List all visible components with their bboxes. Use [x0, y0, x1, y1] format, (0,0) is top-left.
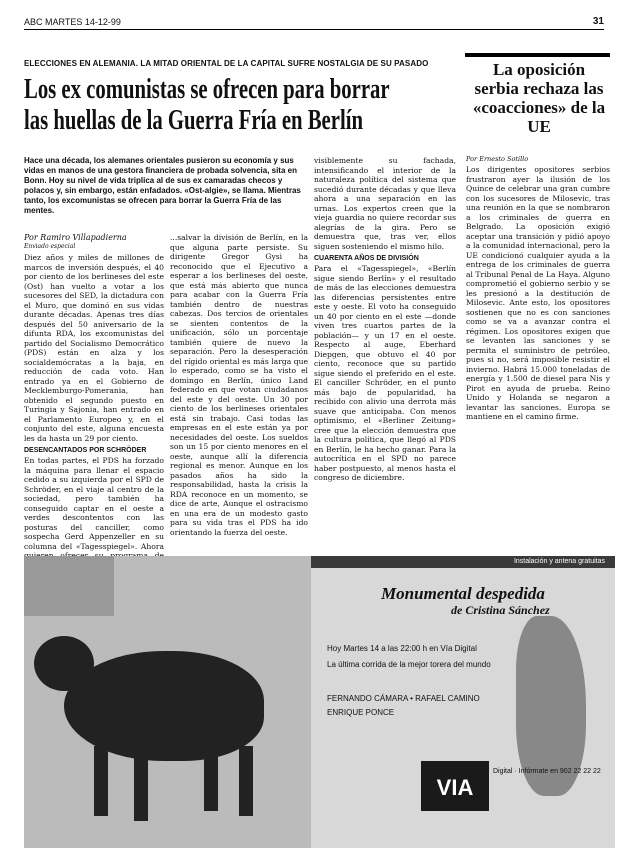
bull-leg [134, 751, 148, 821]
article-column-2 [170, 233, 308, 553]
subhead-desencantados: DESENCANTADOS POR SCHRÖDER [24, 447, 147, 454]
page-header [24, 16, 604, 30]
ad-banner: Instalación y antena gratuitas [311, 556, 615, 568]
ad-line-4: ENRIQUE PONCE [327, 708, 395, 717]
sidebar-text: Los dirigentes opositores serbios frustraron ayer la ilusión de los Quince de celebrar una gran cumbre con los sucesores de Milosevic, tras una reunión en la que se nombraron a los criminales de guerra en Belgrado. La oposición exigió aceptar una transición y pidió apoyo a la comunidad internacional, pero la UE condicionó cualquier ayuda a la entrega de los criminales de guerra al Tribunal Penal de La Haya. Alguno comprometió el gobierno serbio y se les presionó a la destitución de Milosevic. Ante esto, los opositores sostienen que no es con sanciones como se va a avanzar contra el régimen. Los opositores exigen que se levanten las sanciones y se permita el suministro de petróleo, pues si no, será imposible resistir el invierno. Habrá 15.000 toneladas de energía y 1.500 de diesel para Nis y Pirot en ayuda de prueba. Reino Unido y Holanda se negaron a levantar las sanciones. Europa se mantiene en el camino firme. [466, 165, 610, 421]
bull-head [34, 636, 94, 691]
bull-leg [204, 741, 218, 811]
sidebar-rule [465, 53, 610, 57]
via-digital-logo: VIA [421, 761, 489, 811]
column-3b-text: Para el «Tagesspiegel», «Berlín sigue siendo Berlín» y el resultado de más de las elecciones demuestra las diferencias persistentes entre este y oeste. El voto ha conseguido un 40 por ciento en el este —donde viven tres cuartos partes de la población— y un 17 en el oeste. Respecto al auge, Eberhard Diepgen, que obtuvo el 40 por ciento, reconoce que su partido sigue siendo el preferido en el este. El canciller Schröder, en el punto más bajo de popularidad, ha recibido con alivio una derrota más suave que anticipaba. Con menos optimismo, el «Berliner Zeitung» cree que la elección demuestra que la cultura política, que llegó al PDS en Berlín, le ha hecho ganar. Para la autocrítica en el SPD no parece haber postpuesto, al menos hasta el congreso de diciembre. [314, 264, 456, 482]
headline-line-2: las huellas de la Guerra Fría en Berlín [24, 105, 363, 136]
column-2-text: ...salvar la división de Berlín, en la que alguna parte persiste. Su dirigente Gregor Gysi ha reconocido que el Ejecutivo a esperar a los berlineses del oeste, que está más abierto que nunca para acabar con la Guerra Fría también dentro de nuestras cabezas. Dos tercios de orientales se sienten contentos de la unificación, sólo un porcentaje también quiere de nuevo la separación. Pero la desesperación del rígido oriental es más larga que lo esperado, como se ha visto el domingo en Berlín, único Land federado en que votan ciudadanos del este y del oeste. Un 30 por ciento de los berlineses orientales está sin trabajo. Casi todas las empresas en el este están ya por necesidades del oeste. Los sueldos son un 15 por ciento menores en el oeste, aunque allí la diferencia regional es menor. Aunque en los pasados años ha sido la responsabilidad, hasta la crisis la RDA reconoce en un momento, se dice de arte, Aunque el ostracismo en una era de un modesto gasto para su vida tras el PDS ha ido orientando la fuerza del oeste. [170, 233, 308, 537]
column-1-text: Diez años y miles de millones de marcos de inversión después, el 40 por ciento de los berlineses del este (Ost) han vuelto a votar a los sucesores del SED, la dictadura con el Muro, que dominó en sus vidas durante décadas. Apenas tres días después del 50 aniversario de la difunta RDA, los excomunistas del partido del Socialismo Democrático (PDS) están en alza y los socialdemócratas a la baja, en reducción de cada voto. Han entrado ya en el Gobierno de Mecklemburgo-Pomerania, han obtenido el segundo puesto en Turingia y Sajonia, han entrado en el Parlamento Europeo y, en el conjunto del este, alguna encuesta les da hasta un 29 por ciento. [24, 253, 164, 443]
ad-line-3: FERNANDO CÁMARA • RAFAEL CAMINO [327, 694, 480, 703]
article-kicker: ELECCIONES EN ALEMANIA. LA MITAD ORIENTAL DE LA CAPITAL SUFRE NOSTALGIA DE SU PASADO [24, 59, 429, 68]
byline: Por Ramiro Villapadierna [24, 233, 127, 242]
bull-leg [239, 746, 253, 816]
ad-line-2: La última corrida de la mejor torera del mundo [327, 660, 491, 669]
sidebar-column [466, 165, 610, 553]
bullfight-photo [24, 556, 311, 848]
ad-title: Monumental despedida [381, 584, 545, 603]
ad-subtitle: de Cristina Sánchez [451, 603, 550, 617]
via-digital-logo-sub: Digital · Infórmate en 902 22 22 22 [493, 768, 601, 775]
article-headline [24, 74, 390, 136]
bull-leg [94, 746, 108, 816]
article-column-3 [314, 156, 456, 553]
column-3-text: visiblemente su fachada, intensificando el interior de la naturaleza política del sistema que sucedió durante décadas y que lleva ahora a una separación en las urnas. Los expertos creen que la vieja guardia no quiere recordar sus alegrías de la gira. Pero se demuestra que, tras ver, ellos siguen sosteniendo el mismo hilo. [314, 156, 456, 251]
column-1b-text: En todas partes, el PDS ha forzado la máquina para llenar el espacio cedido a su izquierda por el SPD de Schröder, en el viaje al centro de la sociedad, pero también ha conseguido captar en el oeste a verdes descontentos con las posturas del canciller, como sospecha Gerd Appenzeller en su columna del «Tagesspiegel». Ahora [24, 456, 164, 551]
article-column-1 [24, 253, 164, 553]
advertisement [311, 556, 615, 848]
ad-line-1: Hoy Martes 14 a las 22:00 h en Vía Digital [327, 644, 477, 653]
matador-figure [24, 556, 114, 616]
bull-body [64, 651, 264, 761]
issue-date: ABC MARTES 14-12-99 [24, 17, 121, 27]
sidebar-headline: La oposición serbia rechaza las «coacciones» de la UE [472, 60, 606, 136]
sidebar-byline: Por Ernesto Sotillo [466, 155, 529, 163]
headline-line-1: Los ex comunistas se ofrecen para borrar [24, 74, 390, 105]
byline-role: Enviado especial [24, 243, 76, 250]
page-number: 31 [592, 16, 604, 27]
subhead-cuarenta: CUARENTA AÑOS DE DIVISIÓN [314, 255, 419, 262]
article-lede: Hace una década, los alemanes orientales pusieron su economía y sus vidas en manos de una gestora financiera de probada solvencia, sita en Bonn. Hoy su nivel de vida triplica al de sus ex camaradas checos y polacos y, sin embargo, están enfadados. «Ost-algie», se llama. Mientras tanto, los excomunistas se ofrecen para borrar la Guerra Fría de las mentes. [24, 156, 301, 215]
